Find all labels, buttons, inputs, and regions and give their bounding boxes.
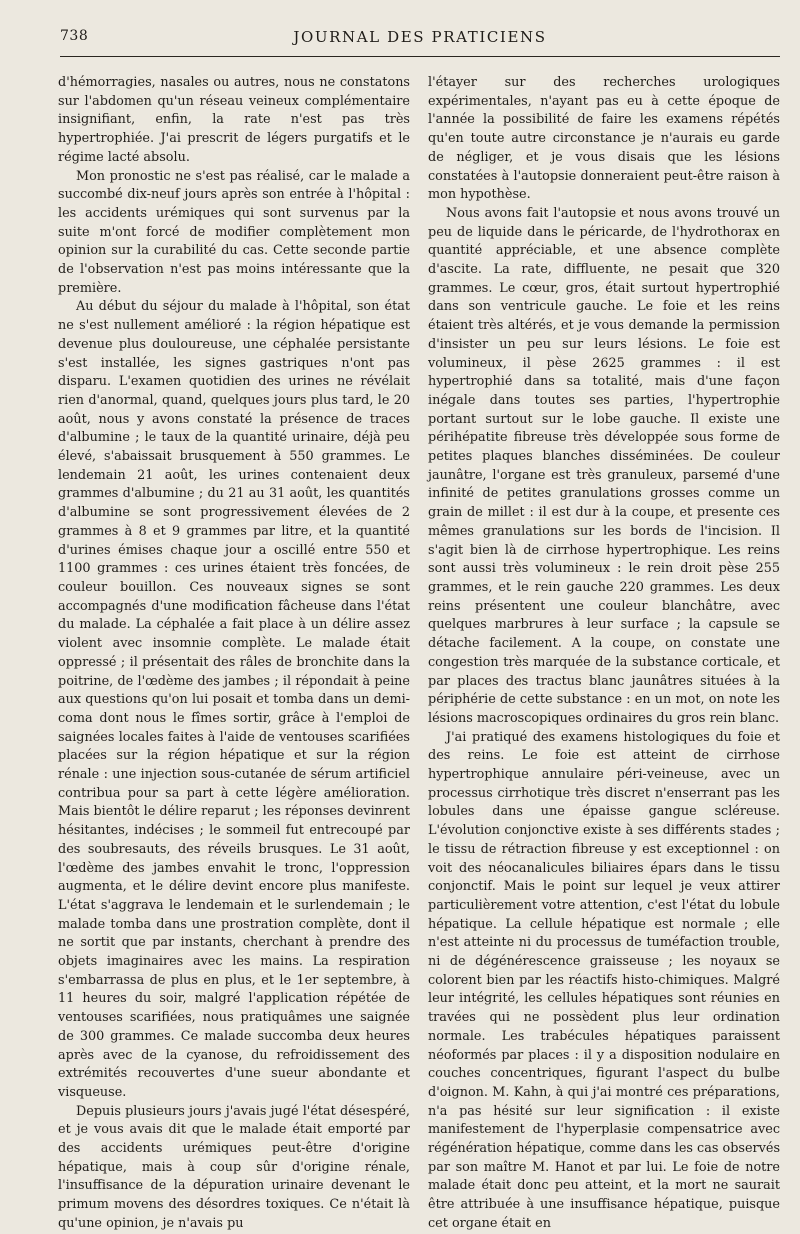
paragraph: d'hémorragies, nasales ou autres, nous ne constatons sur l'abdomen qu'un réseau veineux complémentaire insignifiant, enfin, la rate n'est pas très hypertrophiée. J'ai prescrit de légers purgatifs et le régime lacté absolu. bbox=[58, 75, 410, 165]
paragraph: l'étayer sur des recherches urologiques expérimentales, n'ayant pas eu à cette époque de l'année la possibilité de faire les examens répétés qu'en toute autre circonstance je n'aurais eu garde de négliger, et je vous disais que les lésions constatées à l'autopsie donneraient peut-être raison à mon hypothèse. bbox=[428, 75, 780, 203]
right-column bbox=[428, 74, 781, 1231]
paragraph: Nous avons fait l'autopsie et nous avons trouvé un peu de liquide dans le péricarde, de l'hydrothorax en quantité appréciable, et une absence complète d'ascite. La rate, diffluente, ne pesait que 320 grammes. Le cœur, gros, était surtout hypertrophié dans son ventricule gauche. Le foie et les reins étaient très altérés, et je vous demande la permission d'insister un peu sur leurs lésions. Le foie est volumineux, il pèse 2625 grammes : il est hypertrophié dans sa totalité, mais d'une façon inégale dans toutes ses parties, l'hypertrophie portant surtout sur le lobe gauche. Il existe une périhépatite fibreuse très développée sous forme de petites plaques blanches disséminées. De couleur jaunâtre, l'organe est très granuleux, parsemé d'une infinité de petites granulations grosses comme un grain de millet : il est dur à la coupe, et presente ces mêmes granulations sur les bords de l'incision. Il s'agit bien là de cirrhose hypertrophique. Les reins sont aussi très volumineux : le rein droit pèse 255 grammes, et le rein gauche 220 grammes. Les deux reins présentent une couleur blanchâtre, avec quelques marbrures à leur surface ; la capsule se détache facilement. A la coupe, on constate une congestion très marquée de la substance corticale, et par places des tractus blanc jaunâtres situées à la périphérie de cette substance : en un mot, on note les lésions macroscopiques ordinaires du gros rein blanc. bbox=[428, 205, 780, 726]
left-column bbox=[58, 74, 410, 1231]
paragraph: J'ai pratiqué des examens histologiques du foie et des reins. Le foie est atteint de cirrhose hypertrophique annulaire péri-veineuse, avec un processus cirrhotique très discret n'enserrant pas les lobules dans une épaisse gangue scléreuse. L'évolution conjonctive existe à ses différents stades ; le tissu de rétraction fibreuse y est exceptionnel : on voit des néocanalicules biliaires épars dans le tissu conjonctif. Mais le point sur lequel je veux attirer particulièrement votre attention, c'est l'état du lobule hépatique. La cellule hépatique est normale ; elle n'est atteinte ni du processus de tuméfaction trouble, ni de dégénérescence graisseuse ; les noyaux se colorent bien par les réactifs histo-chimiques. Malgré leur intégrité, les cellules hépatiques sont réunies en travées qui ne possèdent plus leur ordination normale. Les trabécules hépatiques paraissent néoformés par places : il y a disposition nodulaire en couches concentriques, figurant l'aspect du bulbe d'oignon. M. Kahn, à qui j'ai montré ces préparations, n'a pas hésité sur leur signification : il existe manifestement de l'hyperplasie compensatrice avec régénération hépatique, comme dans les cas observés par son maître M. Hanot et par lui. Le foie de notre malade était donc peu atteint, et la mort ne saurait être attribuée à une insuffisance hépatique, puisque cet organe était en bbox=[428, 729, 781, 1231]
running-header bbox=[60, 28, 780, 52]
paragraph: Mon pronostic ne s'est pas réalisé, car le malade a succombé dix-neuf jours après son entrée à l'hôpital : les accidents urémiques qui sont survenus par la suite m'ont forcé de modifier complètement mon opinion sur la curabilité du cas. Cette seconde partie de l'observation n'est pas moins intéressante que la première. bbox=[58, 168, 410, 296]
page-number: 738 bbox=[60, 28, 89, 44]
journal-title: JOURNAL DES PRATICIENS bbox=[293, 28, 547, 46]
header-rule bbox=[60, 56, 780, 57]
paragraph: Au début du séjour du malade à l'hôpital, son état ne s'est nullement amélioré : la région hépatique est devenue plus douloureuse, une céphalée persistante s'est installée, les signes gastriques n'ont pas disparu. L'examen quotidien des urines ne révélait rien d'anormal, quand, quelques jours plus tard, le 20 août, nous y avons constaté la présence de traces d'albumine ; le taux de la quantité urinaire, déjà peu élevé, s'abaissait brusquement à 550 grammes. Le lendemain 21 août, les urines contenaient deux grammes d'albumine ; du 21 au 31 août, les quantités d'albumine se sont progressivement élevées de 2 grammes à 8 et 9 grammes par litre, et la quantité d'urines émises chaque jour a oscillé entre 550 et 1100 grammes : ces urines étaient très foncées, de couleur bouillon. Ces nouveaux signes se sont accompagnés d'une modification fâcheuse dans l'état du malade. La céphalée a fait place à un délire assez violent avec insomnie complète. Le malade était oppressé ; il présentait des râles de bronchite dans la poitrine, de l'œdème des jambes ; il répondait à peine aux questions qu'on lui posait et tomba dans un demi-coma dont nous le fîmes sortir, grâce à l'emploi de saignées locales faites à l'aide de ventouses scarifiées placées sur la région hépatique et sur la région rénale : une injection sous-cutanée de sérum artificiel contribua pour sa part à cette légère amélioration. Mais bientôt le délire reparut ; les réponses devinrent hésitantes, indécises ; le sommeil fut entrecoupé par des soubresauts, des réveils brusques. Le 31 août, l'œdème des jambes envahit le tronc, l'oppression augmenta, et le délire devint encore plus manifeste. L'état s'aggrava le lendemain et le surlendemain ; le malade tomba dans une prostration complète, dont il ne sortit que par instants, cherchant à prendre des objets imaginaires avec les mains. La respiration s'embarrassa de plus en plus, et le 1er septembre, à 11 heures du soir, malgré l'application répétée de ventouses scarifiées, nous pratiquâmes une saignée de 300 grammes. Ce malade succomba deux heures après avec de la cyanose, du refroidissement des extrémités recouvertes d'une sueur abondante et visqueuse. bbox=[58, 299, 410, 1100]
paragraph: Depuis plusieurs jours j'avais jugé l'état désespéré, et je vous avais dit que le malade était emporté par des accidents urémiques peut-être d'origine hépatique, mais à coup sûr d'origine rénale, l'insuffisance de la dépuration urinaire devenant le primum movens des désordres toxiques. Ce n'était là qu'une opinion, je n'avais pu bbox=[58, 1103, 410, 1231]
